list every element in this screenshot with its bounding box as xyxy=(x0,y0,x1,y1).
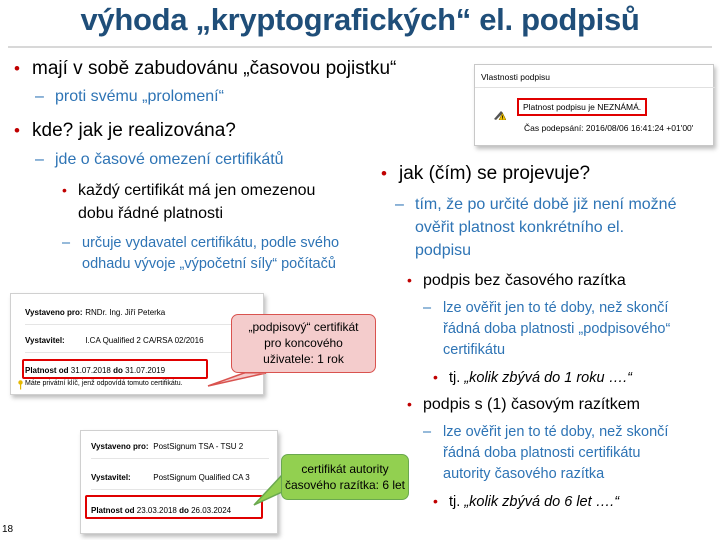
sub-bullet-breaking: – proti svému „prolomení“ xyxy=(35,88,224,105)
sub-no-timestamp-cont2: certifikátu xyxy=(443,342,506,358)
bullet-with-timestamp: • podpis s (1) časovým razítkem xyxy=(407,396,640,413)
dash-icon: – xyxy=(62,235,71,251)
bullet-dot-icon: • xyxy=(407,396,412,412)
bullet-dot-icon: • xyxy=(407,272,412,288)
dash-icon: – xyxy=(423,300,432,316)
cert1-validity: Platnost od 31.07.2018 do 31.07.2019 xyxy=(25,366,166,375)
bullet-dot-icon: • xyxy=(14,59,20,78)
signature-status: Platnost podpisu je NEZNÁMÁ. xyxy=(517,98,647,116)
page-number: 18 xyxy=(2,524,14,535)
sub-sub-sub-bullet-issuer: – určuje vydavatel certifikátu, podle svého xyxy=(62,235,340,251)
sub-with-timestamp-cont2: autority časového razítka xyxy=(443,466,605,482)
sub-sub-bullet-limited-validity-cont: dobu řádné platnosti xyxy=(78,205,223,222)
sub-with-timestamp: – lze ověřit jen to té doby, než skončí xyxy=(423,424,669,440)
red-callout-pointer xyxy=(208,373,266,386)
private-key-note: Máte privátní klíč, jenž odpovídá tomuto certifikátu. xyxy=(25,380,183,387)
example-1-year: • tj. „kolik zbývá do 1 roku ….“ xyxy=(433,369,632,386)
tsa-certificate: Vystaveno pro: PostSignum TSA - TSU 2 Vystavitel: PostSignum Qualified CA 3 Platnost od 23.03.2018 do 26.03.2024 xyxy=(80,430,278,534)
dash-icon: – xyxy=(423,424,432,440)
example-6-years: • tj. „kolik zbývá do 6 let ….“ xyxy=(433,493,620,510)
sub-sub-bullet-limited-validity: • každý certifikát má jen omezenou xyxy=(62,182,316,199)
dash-icon: – xyxy=(35,151,44,168)
dash-icon: – xyxy=(395,196,404,213)
signing-time: Čas podepsání: 2016/08/06 16:41:24 +01'00' xyxy=(524,123,694,133)
end-user-certificate: Vystaveno pro: RNDr. Ing. Jiří Peterka Vystavitel: I.CA Qualified 2 CA/RSA 02/2016 Platnost od 31.07.2018 do 31.07.2019 Máte privátní klíč, jenž odpovídá tomuto certifikátu. xyxy=(10,293,264,395)
bullet-dot-icon: • xyxy=(381,164,387,183)
sub-sub-sub-bullet-issuer-cont: odhadu vývoje „výpočetní síly“ počítačů xyxy=(82,256,336,272)
callout-tsa-certificate: certifikát autority časového razítka: 6 let xyxy=(281,454,409,500)
sub-bullet-cannot-verify: – tím, že po určité době již není možné xyxy=(395,196,677,213)
sub-bullet-time-limit: – jde o časové omezení certifikátů xyxy=(35,151,284,168)
bullet-where-how: • kde? jak je realizována? xyxy=(14,120,236,141)
green-callout-pointer xyxy=(254,475,282,505)
bullet-dot-icon: • xyxy=(14,121,20,140)
bullet-dot-icon: • xyxy=(433,493,438,509)
sub-with-timestamp-cont1: řádná doba platnosti certifikátu xyxy=(443,445,641,461)
bullet-time-fuse: • mají v sobě zabudovánu „časovou pojistku“ xyxy=(14,58,397,79)
sub-no-timestamp: – lze ověřit jen to té doby, než skončí xyxy=(423,300,669,316)
bullet-dot-icon: • xyxy=(62,182,67,198)
sub-bullet-cannot-verify-cont2: podpisu xyxy=(415,242,472,259)
bullet-no-timestamp: • podpis bez časového razítka xyxy=(407,272,626,289)
bullet-dot-icon: • xyxy=(433,369,438,385)
dialog-title: Vlastnosti podpisu xyxy=(481,72,550,82)
callout-end-user-certificate: „podpisový“ certifikát pro koncového uživatele: 1 rok xyxy=(231,314,376,373)
cert2-validity: Platnost od 23.03.2018 do 26.03.2024 xyxy=(91,506,232,515)
bullet-how-manifests: • jak (čím) se projevuje? xyxy=(381,163,591,184)
sub-bullet-cannot-verify-cont1: ověřit platnost konkrétního el. xyxy=(415,219,625,236)
sub-no-timestamp-cont1: řádná doba platnosti „podpisového“ xyxy=(443,321,671,337)
slide-title: výhoda „kryptografických“ el. podpisů xyxy=(80,2,640,37)
dash-icon: – xyxy=(35,88,44,105)
